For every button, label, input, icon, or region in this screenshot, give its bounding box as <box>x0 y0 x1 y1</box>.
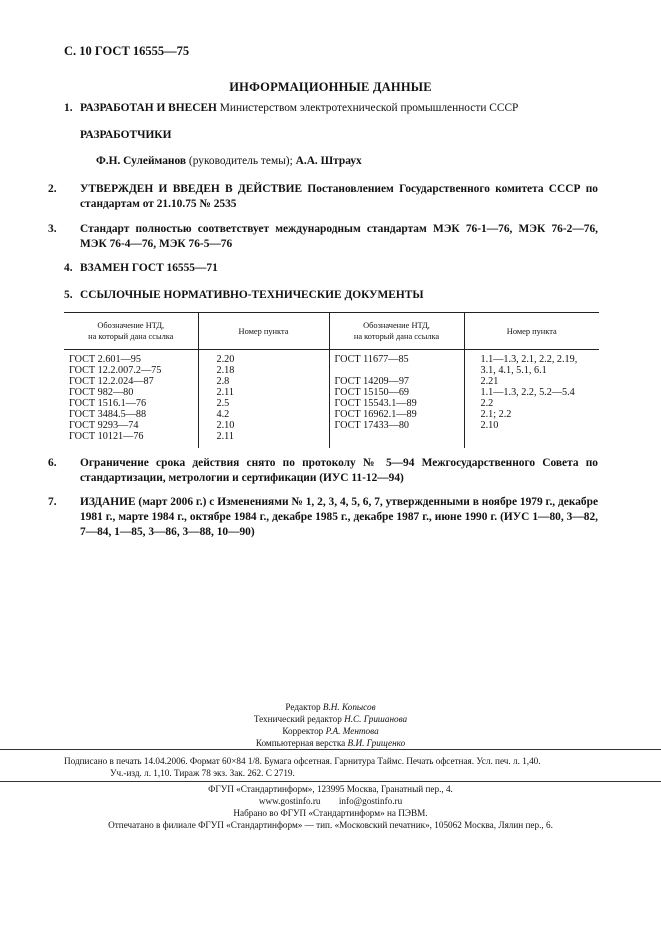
item-7-text: (март 2006 г.) с Изменениями № 1, 2, 3, 4, 5, 6, 7, утвержденными в ноябре 1979 г., декабре 1981 г., марте 1984 г., октябре 1984 г., декабре 1985 г., декабре 1987 г., июне 1990 г. (ИУС 1—80, 3—82, 7—84, 1—85, 3—86, 3—88, 10—90) <box>80 496 598 538</box>
col-header-doc: Обозначение НТД, на который дана ссылка <box>64 313 198 350</box>
table-row <box>64 350 599 449</box>
item-2-text: Постановлением Государственного комитета СССР по стандартам от 21.10.75 № 2535 <box>80 183 598 210</box>
divider <box>0 749 661 750</box>
item-2 <box>48 182 598 212</box>
developer-name: Ф.Н. Сулейманов <box>96 155 187 167</box>
col-left-points: 2.20 2.18 2.8 2.11 2.5 4.2 2.10 2.11 <box>198 350 329 449</box>
col-right-docs: ГОСТ 11677—85 ГОСТ 14209—97 ГОСТ 15150—69 ГОСТ 15543.1—89 ГОСТ 16962.1—89 ГОСТ 17433—80 <box>329 350 464 449</box>
col-header-doc: Обозначение НТД, на который дана ссылка <box>329 313 464 350</box>
page-header: С. 10 ГОСТ 16555—75 <box>64 44 190 58</box>
item-1-text: Министерством электротехнической промышленности СССР <box>216 102 519 114</box>
item-1 <box>64 101 598 116</box>
reference-table <box>64 312 599 448</box>
item-7 <box>48 495 598 540</box>
item-number: 4. <box>64 262 73 274</box>
item-number: 5. <box>64 289 73 301</box>
divider <box>0 781 661 782</box>
item-number: 7. <box>48 496 57 508</box>
col-right-points: 1.1—1.3, 2.1, 2.2, 2.19, 3.1, 4.1, 5.1, 6.1 2.21 1.1—1.3, 2.2, 5.2—5.4 2.2 2.1; 2.2 2.10 <box>464 350 599 449</box>
footer-line-2: www.gostinfo.ru info@gostinfo.ru <box>258 796 403 806</box>
publisher-footer <box>0 783 661 831</box>
credit-tech-editor: Технический редактор Н.С. Гришанова <box>253 714 408 724</box>
footer-line-3: Набрано во ФГУП «Стандартинформ» на ПЭВМ. <box>233 808 428 818</box>
item-5 <box>64 288 598 303</box>
item-number: 1. <box>64 102 73 114</box>
item-3 <box>48 222 598 252</box>
developers-label: РАЗРАБОТЧИКИ <box>80 129 172 141</box>
col-left-docs: ГОСТ 2.601—95 ГОСТ 12.2.007.2—75 ГОСТ 12.2.024—87 ГОСТ 982—80 ГОСТ 1516.1—76 ГОСТ 3484.5—88 ГОСТ 9293—74 ГОСТ 10121—76 <box>69 354 162 442</box>
item-1-heading: РАЗРАБОТАН И ВНЕСЕН <box>80 102 217 114</box>
item-number: 6. <box>48 457 57 469</box>
table-header-row <box>64 313 599 350</box>
print-line-1: Подписано в печать 14.04.2006. Формат 60×84 1/8. Бумага офсетная. Гарнитура Таймс. Печать офсетная. Усл. печ. л. 1,40. <box>64 756 541 766</box>
item-6 <box>48 456 598 486</box>
print-line-2: Уч.-изд. л. 1,10. Тираж 78 экз. Зак. 262. С 2719. <box>110 768 295 778</box>
credit-editor: Редактор В.Н. Копысов <box>285 702 376 712</box>
item-6-text: Ограничение срока действия снято по протоколу № 5—94 Межгосударственного Совета по стандартизации, метрологии и сертификации (ИУС 11-12—94) <box>80 457 598 484</box>
item-3-text: Стандарт полностью соответствует международным стандартам МЭК 76-1—76, МЭК 76-2—76, МЭК 76-4—76, МЭК 76-5—76 <box>80 223 598 250</box>
item-7-heading: ИЗДАНИЕ <box>80 496 136 508</box>
item-5-text: ССЫЛОЧНЫЕ НОРМАТИВНО-ТЕХНИЧЕСКИЕ ДОКУМЕНТЫ <box>80 289 424 301</box>
col-header-point: Номер пункта <box>464 313 599 350</box>
developer-role: (руководитель темы); <box>186 155 296 167</box>
footer-line-1: ФГУП «Стандартинформ», 123995 Москва, Гранатный пер., 4. <box>208 784 453 794</box>
section-title: ИНФОРМАЦИОННЫЕ ДАННЫЕ <box>229 80 432 94</box>
item-number: 3. <box>48 223 57 235</box>
developers-list <box>96 155 362 167</box>
developer-name: А.А. Штраух <box>295 155 362 167</box>
footer-line-4: Отпечатано в филиале ФГУП «Стандартинформ» — тип. «Московский печатник», 105062 Москва, Лялин пер., 6. <box>108 820 553 830</box>
item-number: 2. <box>48 183 57 195</box>
col-header-point: Номер пункта <box>198 313 329 350</box>
credit-layout: Компьютерная верстка В.И. Грищенко <box>255 738 406 748</box>
credit-corrector: Корректор Р.А. Ментова <box>282 726 379 736</box>
item-4-text: ВЗАМЕН ГОСТ 16555—71 <box>80 262 218 274</box>
item-2-heading: УТВЕРЖДЕН И ВВЕДЕН В ДЕЙСТВИЕ <box>80 183 303 195</box>
item-4 <box>64 261 598 276</box>
credits-block <box>0 701 661 749</box>
print-info <box>64 755 598 779</box>
